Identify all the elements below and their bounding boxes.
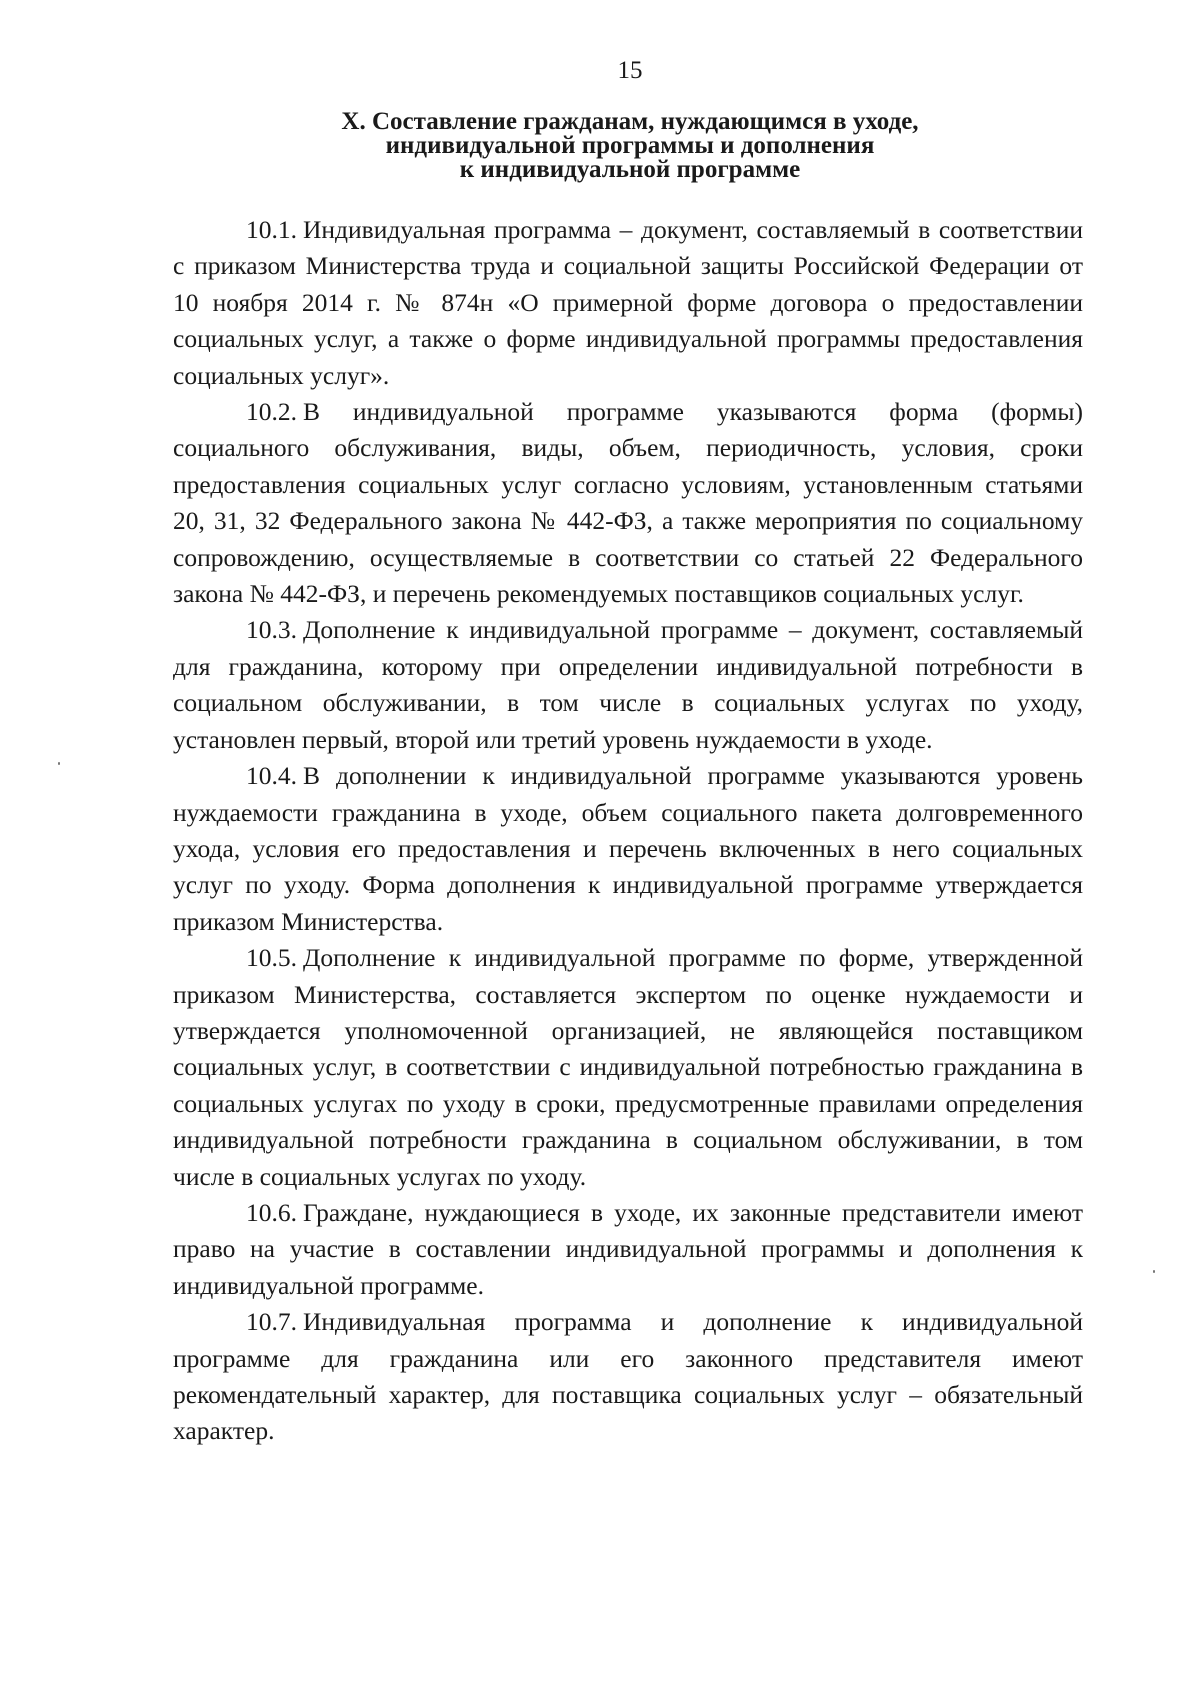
paragraph-number: 10.3.	[246, 615, 297, 645]
section-heading	[270, 110, 990, 182]
paragraph-number: 10.1.	[246, 215, 297, 244]
paragraph-number: 10.2.	[246, 397, 297, 427]
page-number: 15	[617, 57, 643, 84]
paragraph-text: Дополнение к индивидуальной программе – документ, составляемый для гражданина, которому при определении индивидуальной потребности в социальном обслуживании, в том числе в социальных услугах по уходу, установлен первый, второй или третий уровень нуждаемости в уходе.	[173, 615, 1083, 754]
paragraph-10-1	[173, 212, 1083, 394]
paragraph-10-3	[173, 612, 1083, 758]
scan-speck	[58, 762, 60, 765]
paragraph-number: 10.6.	[246, 1197, 297, 1227]
paragraph-number: 10.4.	[246, 761, 297, 791]
paragraph-number: 10.5.	[246, 943, 297, 973]
paragraph-text: Дополнение к индивидуальной программе по форме, утвержденной приказом Министерства, составляется экспертом по оценке нуждаемости и утверждается уполномоченной организацией, не являющейся поставщиком социальных услуг, в соответствии с индивидуальной потребностью гражданина в социальных услугах по уходу в сроки, предусмотренные правилами определения индивидуальной потребности гражданина в социальном обслуживании, в том числе в социальных услугах по уходу.	[173, 943, 1083, 1191]
heading-line-2: индивидуальной программы и дополнения	[385, 132, 875, 159]
heading-line-3: к индивидуальной программе	[459, 156, 801, 183]
paragraph-10-6	[173, 1195, 1083, 1304]
scan-speck	[1153, 1270, 1155, 1273]
paragraph-10-2	[173, 394, 1083, 612]
paragraph-text: В дополнении к индивидуальной программе указываются уровень нуждаемости гражданина в уходе, объем социального пакета долговременного ухода, условия его предоставления и перечень включенных в него социальных услуг по уходу. Форма дополнения к индивидуальной программе утверждается приказом Министерства.	[173, 761, 1083, 936]
paragraph-text: Индивидуальная программа и дополнение к индивидуальной программе для гражданина или его законного представителя имеют рекомендательный характер, для поставщика социальных услуг – обязательный характер.	[173, 1307, 1083, 1446]
paragraph-text: В индивидуальной программе указываются форма (формы) социального обслуживания, виды, объем, периодичность, условия, сроки предоставления социальных услуг согласно условиям, установленным статьями 20, 31, 32 Федерального закона № 442-ФЗ, а также мероприятия по социальному сопровождению, осуществляемые в соответствии со статьей 22 Федерального закона № 442-ФЗ, и перечень рекомендуемых поставщиков социальных услуг.	[173, 397, 1083, 609]
paragraph-10-7	[173, 1304, 1083, 1450]
paragraph-text: Граждане, нуждающиеся в уходе, их законные представители имеют право на участие в составлении индивидуальной программы и дополнения к индивидуальной программе.	[173, 1197, 1083, 1300]
paragraph-text: Индивидуальная программа – документ, составляемый в соответствии с приказом Министерства труда и социальной защиты Российской Федерации от 10 ноября 2014 г. № 874н «О примерной форме договора о предоставлении социальных услуг, а также о форме индивидуальной программы предоставления социальных услуг».	[173, 215, 1083, 390]
paragraph-10-5	[173, 940, 1083, 1195]
document-body	[173, 212, 1083, 1450]
paragraph-10-4	[173, 758, 1083, 940]
heading-line-1: X. Составление гражданам, нуждающимся в уходе,	[341, 108, 919, 135]
paragraph-number: 10.7.	[246, 1307, 297, 1337]
